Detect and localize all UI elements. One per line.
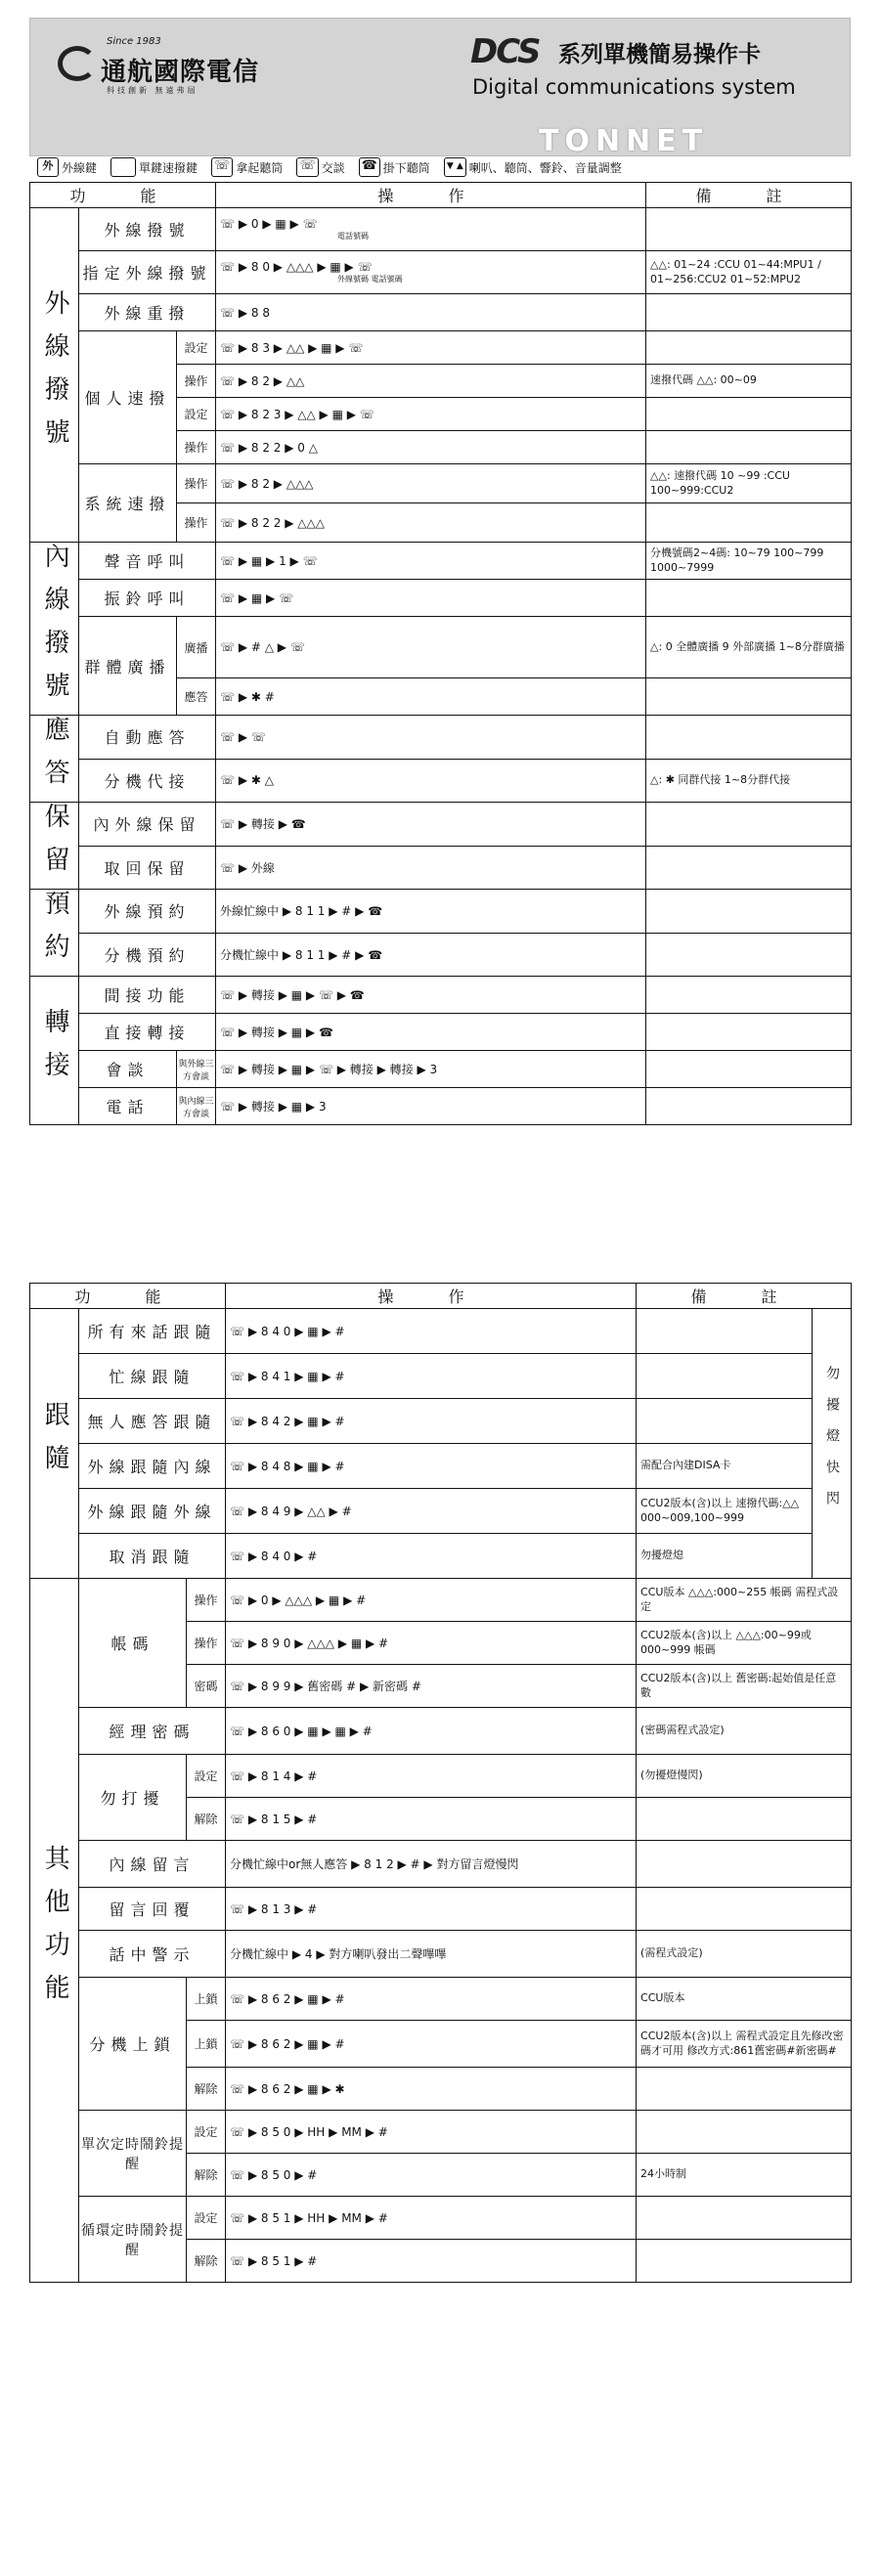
talk-icon: ☏ [296,157,318,177]
operation-sequence [216,1051,646,1088]
function-label: 電話 [79,1088,177,1125]
operation-sequence [216,464,646,503]
key-sequence-text: ☏ ▶ 8 6 0 ▶ ▦ ▶ ▦ ▶ # [230,1724,373,1738]
table-row [30,803,852,847]
key-sequence-text: ☏ ▶ 轉接 ▶ ▦ ▶ ☎ [220,1026,333,1039]
sub-function-label: 解除 [187,1798,226,1841]
remark-cell [646,678,852,716]
group-label: 轉接 [30,977,79,1125]
function-label: 直接轉接 [79,1014,216,1051]
remark-cell: (勿擾燈慢閃) [637,1755,852,1798]
table-row [30,977,852,1014]
volume-key-icon: ▼ ▲ [444,157,466,177]
sub-function-label: 應答 [177,678,216,716]
remark-cell [637,1309,813,1354]
operation-sequence [216,890,646,934]
table-row [30,1014,852,1051]
table-row [30,716,852,760]
remark-cell: △△: 速撥代碼 10 ~99 :CCU 100~999:CCU2 [646,464,852,503]
sub-function-label: 操作 [177,464,216,503]
operation-sequence [216,846,646,890]
function-label: 外線跟隨內線 [79,1444,226,1489]
operation-sequence [226,1978,637,2021]
group-label: 保留 [30,803,79,890]
key-sequence-text: ☏ ▶ # △ ▶ ☏ [220,640,305,654]
sub-function-label: 與外線三方會談 [177,1051,216,1088]
group-label: 內線撥號 [30,543,79,716]
sub-function-label: 廣播 [177,617,216,678]
function-label: 單次定時鬧鈴提醒 [79,2111,187,2197]
remark-cell: 勿擾燈熄 [637,1534,813,1579]
key-sequence-text: ☏ ▶ 8 1 5 ▶ # [230,1812,318,1826]
key-sequence-text: ☏ ▶ 外線 [220,860,275,875]
remark-cell: (密碼需程式設定) [637,1708,852,1755]
remark-cell: 速撥代碼 △△: 00~09 [646,365,852,398]
sub-function-label: 設定 [187,2197,226,2240]
key-sequence-text: ☏ ▶ 轉接 ▶ ▦ ▶ ☏ ▶ ☎ [220,988,365,1002]
remark-cell: 分機號碼2~4碼: 10~79 100~799 1000~7999 [646,543,852,580]
logo-mark-icon [58,46,97,81]
remark-cell: CCU2版本(含)以上 需程式設定且先修改密碼才可用 修改方式:861舊密碼#新密碼# [637,2021,852,2068]
remark-cell: CCU版本 △△△:000~255 帳碼 需程式設定 [637,1579,852,1622]
table-row [30,1978,852,2021]
table-row [30,208,852,251]
function-label: 話中警示 [79,1931,226,1978]
operation-sequence [226,2197,637,2240]
sub-function-label: 操作 [187,1579,226,1622]
table-row [30,464,852,503]
function-label: 指定外線撥號 [79,251,216,294]
key-sequence-text: ☏ ▶ 8 2 2 ▶ △△△ [220,515,325,530]
key-sequence-text: ☏ ▶ 8 6 2 ▶ ▦ ▶ # [230,2036,345,2051]
function-label: 勿打擾 [79,1755,187,1841]
table-row [30,1841,852,1888]
sub-function-label: 設定 [187,1755,226,1798]
table-row [30,2111,852,2154]
remark-cell [646,431,852,464]
operation-sequence [226,1798,637,1841]
operation-sequence [226,1665,637,1708]
since-text: Since 1983 [107,36,161,47]
legend-handset-down: ☎ 掛下聽筒 [359,157,430,177]
legend-speed-key: 單鍵速撥鍵 [110,157,198,177]
function-label: 留言回覆 [79,1888,226,1931]
table-row [30,890,852,934]
speed-key-icon [110,157,136,177]
remark-cell: CCU2版本(含)以上 速撥代碼:△△ 000~009,100~999 [637,1489,813,1534]
operation-caption: 電話號碼 [337,232,370,240]
remark-cell: 需配合內建DISA卡 [637,1444,813,1489]
company-slogan: 科技創新 無遠弗屆 [107,86,198,95]
key-sequence-text: ☏ ▶ 0 ▶ △△△ ▶ ▦ ▶ # [230,1593,367,1607]
remark-cell [646,398,852,431]
function-label: 外線預約 [79,890,216,934]
key-sequence-text: ☏ ▶ 8 2 ▶ △△△ [220,476,314,491]
remark-cell [646,716,852,760]
key-sequence-text: ☏ ▶ 8 4 1 ▶ ▦ ▶ # [230,1369,345,1383]
operation-sequence [226,2021,637,2068]
operation-sequence [226,1534,637,1579]
remark-cell [637,1888,852,1931]
col-header-function: 功 能 [30,1284,226,1309]
operation-sequence [226,1708,637,1755]
sub-function-label: 解除 [187,2068,226,2111]
sub-function-label: 上鎖 [187,1978,226,2021]
bottom-function-table [29,1283,852,2283]
key-sequence-text: ☏ ▶ 8 4 9 ▶ △△ ▶ # [230,1504,352,1518]
table-row [30,251,852,294]
key-sequence-text: 分機忙線中 ▶ 4 ▶ 對方喇叭發出二聲嗶嗶 [230,1947,447,1961]
handset-down-icon: ☎ [359,157,380,177]
operation-sequence [226,1354,637,1399]
function-label: 分機上鎖 [79,1978,187,2111]
key-sequence-text: ☏ ▶ 轉接 ▶ ▦ ▶ ☏ ▶ 轉接 ▶ 轉接 ▶ 3 [220,1063,438,1076]
key-sequence-text: ☏ ▶ 8 0 ▶ △△△ ▶ ▦ ▶ ☏ [220,260,373,274]
operation-sequence [226,2111,637,2154]
operation-sequence [216,365,646,398]
operation-sequence [226,1399,637,1444]
group-label: 其他功能 [30,1579,79,2283]
function-label: 無人應答跟隨 [79,1399,226,1444]
sub-function-label: 與內線三方會談 [177,1088,216,1125]
remark-cell [646,208,852,251]
operation-sequence [216,251,646,294]
remark-cell [646,977,852,1014]
key-sequence-text: ☏ ▶ 8 2 3 ▶ △△ ▶ ▦ ▶ ☏ [220,407,374,421]
operation-sequence [216,933,646,977]
sub-function-label: 設定 [177,331,216,365]
function-label: 系統速撥 [79,464,177,543]
follow-side-note: 勿擾燈快閃 [813,1309,852,1579]
legend-handset-up: ☏ 拿起聽筒 [211,157,283,177]
remark-cell: △: ✱ 同群代接 1~8分群代接 [646,759,852,803]
col-header-remark: 備 註 [646,183,852,208]
function-label: 帳碼 [79,1579,187,1708]
operation-sequence [216,398,646,431]
remark-cell [637,1841,852,1888]
function-label: 振鈴呼叫 [79,580,216,617]
operation-sequence [216,1088,646,1125]
sub-function-label: 設定 [177,398,216,431]
key-sequence-text: ☏ ▶ 8 5 1 ▶ # [230,2253,318,2268]
watermark: TONNET [539,124,709,158]
table-row [30,1534,852,1579]
sub-function-label: 設定 [187,2111,226,2154]
remark-cell [646,933,852,977]
key-sequence-text: ☏ ▶ ▦ ▶ 1 ▶ ☏ [220,553,318,568]
function-label: 循環定時鬧鈴提醒 [79,2197,187,2283]
key-sequence-text: ☏ ▶ 轉接 ▶ ▦ ▶ 3 [220,1100,327,1113]
table-row [30,2197,852,2240]
remark-cell: CCU版本 [637,1978,852,2021]
brand-logo: DCS [470,32,540,71]
table-row [30,759,852,803]
table-row [30,846,852,890]
remark-cell [646,846,852,890]
table-row [30,543,852,580]
table-row [30,580,852,617]
key-sequence-text: ☏ ▶ 8 4 2 ▶ ▦ ▶ # [230,1414,345,1428]
operation-sequence [216,617,646,678]
operation-sequence [226,1888,637,1931]
table-row [30,1755,852,1798]
sub-function-label: 密碼 [187,1665,226,1708]
operation-sequence [226,2154,637,2197]
operation-sequence [226,1489,637,1534]
key-sequence-text: ☏ ▶ 8 1 3 ▶ # [230,1901,318,1916]
operation-sequence [216,1014,646,1051]
remark-cell [646,803,852,847]
remark-cell [646,294,852,331]
operation-sequence [226,1579,637,1622]
remark-cell [637,2111,852,2154]
operation-sequence [226,1309,637,1354]
function-label: 間接功能 [79,977,216,1014]
key-sequence-text: ☏ ▶ 轉接 ▶ ☎ [220,817,306,832]
operation-sequence [216,977,646,1014]
remark-cell: △△: 01~24 :CCU 01~44:MPU1 / 01~256:CCU2 01~52:MPU2 [646,251,852,294]
remark-cell [646,1014,852,1051]
operation-sequence [226,1755,637,1798]
key-sequence-text: ☏ ▶ ✱ △ [220,773,274,788]
key-sequence-text: ☏ ▶ 0 ▶ ▦ ▶ ☏ [220,217,318,231]
key-sequence-text: ☏ ▶ 8 4 0 ▶ ▦ ▶ # [230,1324,345,1338]
key-sequence-text: ☏ ▶ 8 6 2 ▶ ▦ ▶ # [230,1991,345,2006]
sub-function-label: 解除 [187,2240,226,2283]
table-row [30,617,852,678]
handset-up-icon: ☏ [211,157,233,177]
key-sequence-text: ☏ ▶ 8 2 ▶ △△ [220,373,305,388]
col-header-remark: 備 註 [637,1284,852,1309]
key-legend [37,156,878,178]
operation-sequence [216,331,646,365]
key-sequence-text: ☏ ▶ 8 9 9 ▶ 舊密碼 # ▶ 新密碼 # [230,1680,421,1693]
operation-sequence [216,543,646,580]
key-sequence-text: ☏ ▶ 8 3 ▶ △△ ▶ ▦ ▶ ☏ [220,340,364,355]
sub-function-label: 操作 [177,503,216,543]
table-row [30,1051,852,1088]
function-label: 外線跟隨外線 [79,1489,226,1534]
key-sequence-text: ☏ ▶ 8 1 4 ▶ # [230,1768,318,1783]
remark-cell: △: 0 全體廣播 9 外部廣播 1~8分群廣播 [646,617,852,678]
remark-cell [646,1088,852,1125]
col-header-operation: 操 作 [216,183,646,208]
key-sequence-text: ☏ ▶ 8 2 2 ▶ 0 △ [220,440,318,455]
remark-cell [646,1051,852,1088]
function-label: 內外線保留 [79,803,216,847]
function-label: 分機預約 [79,933,216,977]
sub-function-label: 解除 [187,2154,226,2197]
remark-cell: (需程式設定) [637,1931,852,1978]
table-row [30,1708,852,1755]
card-title: 系列單機簡易操作卡 [558,42,761,67]
operation-sequence [216,803,646,847]
key-sequence-text: ☏ ▶ 8 8 [220,305,270,320]
col-header-operation: 操 作 [226,1284,637,1309]
remark-cell [637,1798,852,1841]
function-label: 外線重撥 [79,294,216,331]
remark-cell [637,2197,852,2240]
table-row [30,1309,852,1354]
table-row [30,1931,852,1978]
top-function-table [29,182,852,1125]
operation-sequence [226,1622,637,1665]
key-sequence-text: ☏ ▶ ✱ # [220,689,275,704]
group-label: 跟隨 [30,1309,79,1579]
key-sequence-text: ☏ ▶ 8 5 0 ▶ HH ▶ MM ▶ # [230,2124,388,2139]
sub-function-label: 上鎖 [187,2021,226,2068]
company-name: 通航國際電信 [101,58,260,87]
sub-function-label: 操作 [187,1622,226,1665]
operation-sequence [216,431,646,464]
function-label: 自動應答 [79,716,216,760]
key-sequence-text: ☏ ▶ ▦ ▶ ☏ [220,590,294,605]
table-row [30,1888,852,1931]
operation-sequence [216,503,646,543]
table-row [30,294,852,331]
table-row [30,1579,852,1622]
operation-sequence [226,2068,637,2111]
group-label: 預約 [30,890,79,977]
operation-caption: 外線號碼 電話號碼 [337,275,403,284]
operation-sequence [216,678,646,716]
remark-cell [646,890,852,934]
table-row [30,331,852,365]
operation-sequence [216,580,646,617]
operation-sequence [226,2240,637,2283]
function-label: 內線留言 [79,1841,226,1888]
remark-cell [637,2068,852,2111]
function-label: 分機代接 [79,759,216,803]
table-row [30,1399,852,1444]
function-label: 群體廣播 [79,617,177,716]
remark-cell [646,503,852,543]
operation-sequence [226,1841,637,1888]
remark-cell: CCU2版本(含)以上 △△△:00~99或000~999 帳碼 [637,1622,852,1665]
function-label: 外線撥號 [79,208,216,251]
function-label: 所有來話跟隨 [79,1309,226,1354]
table-row [30,1444,852,1489]
remark-cell [637,1354,813,1399]
group-label: 外線撥號 [30,208,79,543]
operation-sequence [216,759,646,803]
sub-function-label: 操作 [177,365,216,398]
function-label: 會談 [79,1051,177,1088]
table-row [30,1088,852,1125]
function-label: 取消跟隨 [79,1534,226,1579]
operation-sequence [216,208,646,251]
key-sequence-text: 分機忙線中 ▶ 8 1 1 ▶ # ▶ ☎ [220,947,383,962]
key-sequence-text: 外線忙線中 ▶ 8 1 1 ▶ # ▶ ☎ [220,904,383,919]
sub-function-label: 操作 [177,431,216,464]
key-sequence-text: ☏ ▶ 8 5 0 ▶ # [230,2167,318,2182]
key-sequence-text: ☏ ▶ ☏ [220,729,266,744]
function-label: 忙線跟隨 [79,1354,226,1399]
table-header-row [30,183,852,208]
card-header [29,18,851,156]
operation-sequence [226,1444,637,1489]
legend-line-key: 外 外線鍵 [37,157,97,177]
key-sequence-text: ☏ ▶ 8 9 0 ▶ △△△ ▶ ▦ ▶ # [230,1636,389,1650]
remark-cell [637,2240,852,2283]
line-key-icon: 外 [37,157,59,177]
col-header-function: 功 能 [30,183,216,208]
key-sequence-text: ☏ ▶ 8 4 8 ▶ ▦ ▶ # [230,1459,345,1473]
table-header-row [30,1284,852,1309]
remark-cell [646,331,852,365]
key-sequence-text: 分機忙線中or無人應答 ▶ 8 1 2 ▶ # ▶ 對方留言燈慢閃 [230,1857,519,1871]
group-label: 應答 [30,716,79,803]
function-label: 聲音呼叫 [79,543,216,580]
function-label: 經理密碼 [79,1708,226,1755]
remark-cell: 24小時制 [637,2154,852,2197]
remark-cell [646,580,852,617]
function-label: 取回保留 [79,846,216,890]
table-row [30,933,852,977]
operation-sequence [216,294,646,331]
operation-sequence [226,1931,637,1978]
legend-volume: ▼ ▲ 喇叭、聽筒、響鈴、音量調整 [444,157,622,177]
key-sequence-text: ☏ ▶ 8 5 1 ▶ HH ▶ MM ▶ # [230,2210,388,2225]
legend-talk: ☏ 交談 [296,157,344,177]
key-sequence-text: ☏ ▶ 8 4 0 ▶ # [230,1549,318,1563]
function-label: 個人速撥 [79,331,177,464]
key-sequence-text: ☏ ▶ 8 6 2 ▶ ▦ ▶ ✱ [230,2081,345,2096]
table-row [30,1489,852,1534]
operation-sequence [216,716,646,760]
card-subtitle: Digital communications system [472,75,796,99]
remark-cell [637,1399,813,1444]
table-row [30,1354,852,1399]
remark-cell: CCU2版本(含)以上 舊密碼:起始值是任意數 [637,1665,852,1708]
